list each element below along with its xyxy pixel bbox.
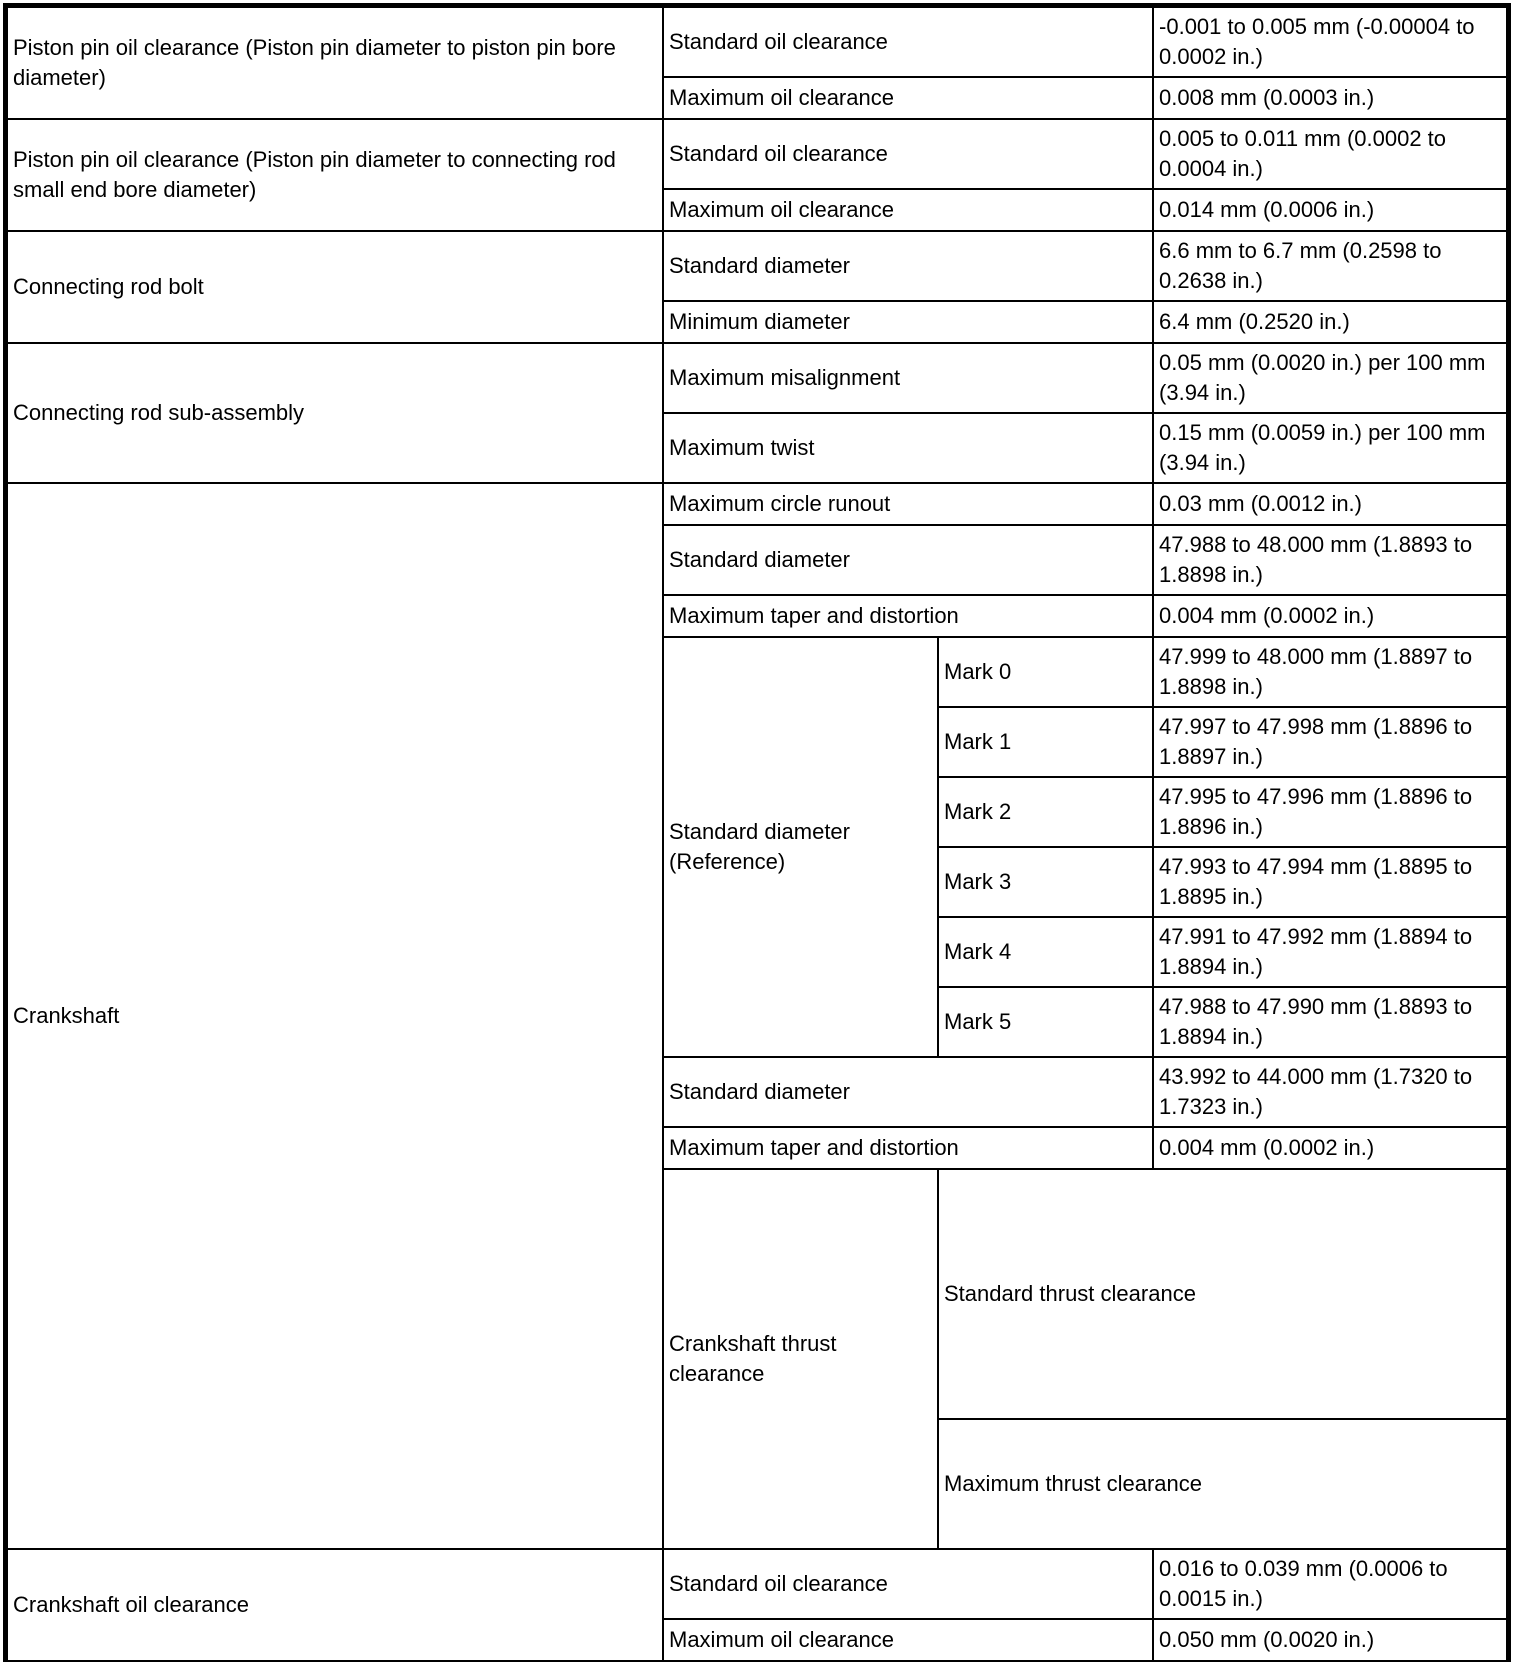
spec-label: Standard thrust clearance — [938, 1169, 1507, 1419]
spec-value: 43.992 to 44.000 mm (1.7320 to 1.7323 in.) — [1153, 1057, 1507, 1127]
mark-label: Mark 1 — [938, 707, 1153, 777]
item-cell: Crankshaft oil clearance — [7, 1549, 663, 1661]
spec-label: Maximum oil clearance — [663, 189, 1153, 231]
item-cell: Piston pin oil clearance (Piston pin diameter to connecting rod small end bore diameter) — [7, 119, 663, 231]
specification-table — [6, 6, 1508, 1662]
item-cell: Connecting rod sub-assembly — [7, 343, 663, 483]
spec-label: Maximum misalignment — [663, 343, 1153, 413]
mark-label: Mark 5 — [938, 987, 1153, 1057]
mark-value: 47.993 to 47.994 mm (1.8895 to 1.8895 in.) — [1153, 847, 1507, 917]
spec-value: 0.005 to 0.011 mm (0.0002 to 0.0004 in.) — [1153, 119, 1507, 189]
spec-value: 6.4 mm (0.2520 in.) — [1153, 301, 1507, 343]
mark-value: 47.997 to 47.998 mm (1.8896 to 1.8897 in.) — [1153, 707, 1507, 777]
item-cell: Crankshaft — [7, 483, 663, 1549]
spec-value: 0.004 mm (0.0002 in.) — [1153, 1127, 1507, 1169]
mark-value: 47.991 to 47.992 mm (1.8894 to 1.8894 in.) — [1153, 917, 1507, 987]
spec-label: Maximum twist — [663, 413, 1153, 483]
spec-value: 0.004 mm (0.0002 in.) — [1153, 595, 1507, 637]
spec-label: Maximum taper and distortion — [663, 1127, 1153, 1169]
mark-value: 47.999 to 48.000 mm (1.8897 to 1.8898 in.) — [1153, 637, 1507, 707]
spec-label: Maximum thrust clearance — [938, 1419, 1507, 1549]
spec-label: Maximum taper and distortion — [663, 595, 1153, 637]
item-cell: Piston pin oil clearance (Piston pin diameter to piston pin bore diameter) — [7, 7, 663, 119]
spec-label: Standard oil clearance — [663, 1549, 1153, 1619]
spec-label: Maximum circle runout — [663, 483, 1153, 525]
spec-label: Standard oil clearance — [663, 7, 1153, 77]
mark-label: Mark 0 — [938, 637, 1153, 707]
table-row — [7, 1549, 1507, 1619]
spec-label: Maximum oil clearance — [663, 1619, 1153, 1661]
mark-label: Mark 3 — [938, 847, 1153, 917]
mark-label: Mark 4 — [938, 917, 1153, 987]
mark-value: 47.995 to 47.996 mm (1.8896 to 1.8896 in.) — [1153, 777, 1507, 847]
mark-value: 47.988 to 47.990 mm (1.8893 to 1.8894 in.) — [1153, 987, 1507, 1057]
spec-label: Maximum oil clearance — [663, 77, 1153, 119]
table-row — [7, 483, 1507, 525]
spec-value: 47.988 to 48.000 mm (1.8893 to 1.8898 in.) — [1153, 525, 1507, 595]
spec-value: 6.6 mm to 6.7 mm (0.2598 to 0.2638 in.) — [1153, 231, 1507, 301]
spec-label: Minimum diameter — [663, 301, 1153, 343]
spec-value: 0.014 mm (0.0006 in.) — [1153, 189, 1507, 231]
spec-label: Standard oil clearance — [663, 119, 1153, 189]
spec-value: 0.050 mm (0.0020 in.) — [1153, 1619, 1507, 1661]
reference-label: Standard diameter (Reference) — [663, 637, 938, 1057]
table-row — [7, 7, 1507, 77]
table-row — [7, 343, 1507, 413]
mark-label: Mark 2 — [938, 777, 1153, 847]
spec-value: 0.15 mm (0.0059 in.) per 100 mm (3.94 in.) — [1153, 413, 1507, 483]
spec-value: 0.016 to 0.039 mm (0.0006 to 0.0015 in.) — [1153, 1549, 1507, 1619]
item-cell: Connecting rod bolt — [7, 231, 663, 343]
spec-value: 0.05 mm (0.0020 in.) per 100 mm (3.94 in.) — [1153, 343, 1507, 413]
item-cell: Crankshaft thrust clearance — [663, 1169, 938, 1549]
spec-value: -0.001 to 0.005 mm (-0.00004 to 0.0002 in.) — [1153, 7, 1507, 77]
spec-label: Standard diameter — [663, 525, 1153, 595]
table-row — [7, 231, 1507, 301]
spec-label: Standard diameter — [663, 1057, 1153, 1127]
spec-value: 0.008 mm (0.0003 in.) — [1153, 77, 1507, 119]
table-row — [7, 119, 1507, 189]
spec-label: Standard diameter — [663, 231, 1153, 301]
spec-value: 0.03 mm (0.0012 in.) — [1153, 483, 1507, 525]
